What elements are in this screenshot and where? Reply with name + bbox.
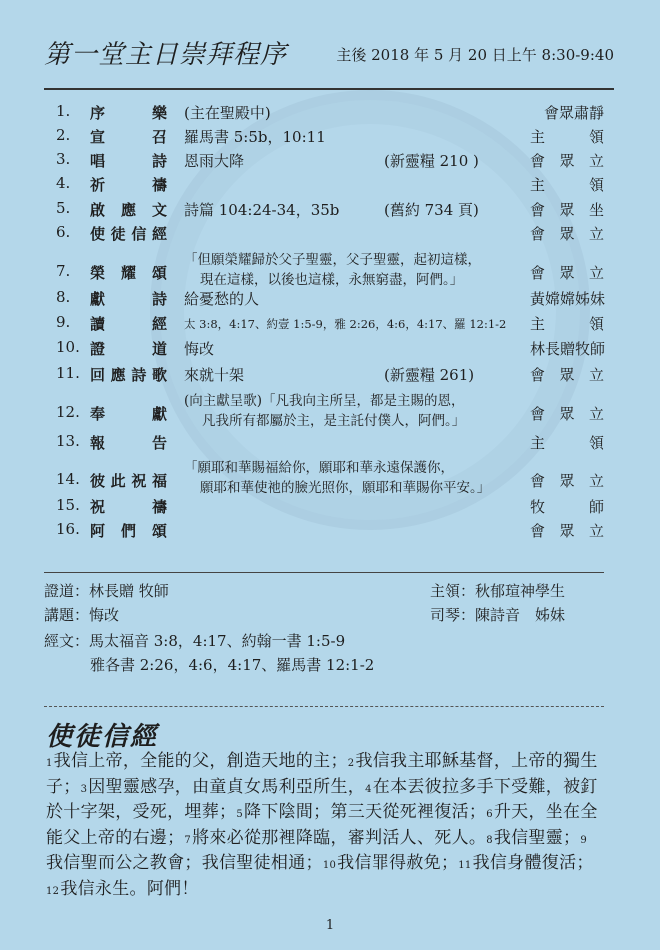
program-content: (主在聖殿中) xyxy=(184,104,271,122)
program-item: 讀經 xyxy=(90,315,168,333)
program-leader: 林長贈牧師 xyxy=(530,340,606,358)
liturgy-line-2: 凡我所有都屬於主，是主託付僕人，阿們。」 xyxy=(202,413,466,429)
creed-title: 使徒信經 xyxy=(46,722,159,752)
program-leader: 會眾立 xyxy=(530,405,604,423)
program-row xyxy=(44,520,614,542)
liturgy-line-1: 「願耶和華賜福給你，願耶和華永遠保護你， xyxy=(184,460,454,476)
program-leader: 會眾立 xyxy=(530,366,604,384)
program-leader: 會眾立 xyxy=(530,264,604,282)
liturgy-text xyxy=(184,458,490,498)
program-number: 10. xyxy=(56,338,80,356)
program-item: 祝禱 xyxy=(90,498,168,516)
program-row xyxy=(44,496,614,518)
creed-clause-text: 我信身體復活； xyxy=(472,853,594,873)
program-row xyxy=(44,252,614,292)
program-row xyxy=(44,460,614,500)
program-leader: 會眾肅靜 xyxy=(543,104,604,122)
creed-clause-text: 在本丟彼拉多手下受難，被釘於十字架，受死，埋葬； xyxy=(46,776,598,822)
program-number: 15. xyxy=(56,496,80,514)
dashed-divider xyxy=(44,706,604,707)
sermon-speaker: 證道：林長贈 牧師 xyxy=(44,582,169,600)
program-item: 唱詩 xyxy=(90,152,168,170)
program-leader: 主領 xyxy=(530,128,604,146)
program-leader: 牧師 xyxy=(530,498,604,516)
program-item: 阿們頌 xyxy=(90,522,168,540)
creed-clause-text: 將來必從那裡降臨，審判活人、死人。 xyxy=(192,827,487,848)
creed-clause-text: 我信聖靈； xyxy=(493,827,581,848)
program-number: 9. xyxy=(56,313,71,331)
program-item: 榮耀頌 xyxy=(90,264,168,282)
middle-divider xyxy=(44,572,604,573)
program-row xyxy=(44,288,614,310)
program-content: 詩篇 104:24-34，35b xyxy=(184,201,340,219)
creed-clause-number: 5 xyxy=(236,809,243,820)
creed-clause-text: 降下陰間；第三天從死裡復活； xyxy=(243,802,487,822)
program-content: 羅馬書 5:5b，10:11 xyxy=(184,128,326,146)
program-content: 來就十架 xyxy=(184,366,245,384)
page-title: 第一堂主日崇拜程序 xyxy=(44,40,288,70)
creed-clause-number: 2 xyxy=(347,758,355,769)
program-content: 太 3:8，4:17、約壹 1:5-9，雅 2:26，4:6，4:17、羅 12:1-2 xyxy=(184,317,507,331)
creed-clause-text: 升天，坐在全能父上帝的右邊； xyxy=(46,802,598,848)
hymn-reference: (新靈糧 210 ) xyxy=(384,152,479,170)
creed-clause-number: 4 xyxy=(365,783,372,795)
organist: 司琴：陳詩音 姊妹 xyxy=(430,606,566,624)
program-number: 1. xyxy=(56,102,71,120)
program-leader: 主領 xyxy=(530,434,604,452)
creed-clause-text: 我信聖而公之教會；我信聖徒相通； xyxy=(46,853,323,873)
scripture-line-2: 雅各書 2:26，4:6，4:17、羅馬書 12:1-2 xyxy=(90,656,375,674)
page-number: 1 xyxy=(325,918,335,933)
program-row xyxy=(44,393,614,433)
program-item: 祈禱 xyxy=(90,176,168,194)
program-number: 4. xyxy=(56,174,71,192)
creed-clause-number: 1 xyxy=(46,758,53,769)
program-item: 啟應文 xyxy=(90,201,168,219)
program-number: 6. xyxy=(56,223,71,241)
program-number: 13. xyxy=(56,432,80,450)
creed-clause-number: 6 xyxy=(486,809,493,820)
program-item: 序樂 xyxy=(90,104,168,122)
program-row xyxy=(44,223,614,245)
program-number: 5. xyxy=(56,199,71,217)
program-item: 回應詩歌 xyxy=(90,366,168,384)
program-item: 報告 xyxy=(90,434,168,452)
program-leader: 主領 xyxy=(530,176,604,194)
liturgy-line-1: 「但願榮耀歸於父子聖靈，父子聖靈，起初這樣， xyxy=(184,252,481,268)
creed-clause-text: 我信上帝，全能的父，創造天地的主； xyxy=(53,751,348,771)
program-row xyxy=(44,102,614,124)
program-number: 16. xyxy=(56,520,80,538)
program-item: 使徒信經 xyxy=(90,225,168,243)
program-row xyxy=(44,150,614,172)
program-number: 11. xyxy=(56,364,80,382)
program-number: 2. xyxy=(56,126,71,144)
program-row xyxy=(44,338,614,360)
program-row xyxy=(44,364,614,386)
creed-clause-number: 10 xyxy=(322,860,337,871)
program-row xyxy=(44,199,614,221)
program-leader: 主領 xyxy=(530,315,604,333)
creed-clause-text: 我信我主耶穌基督，上帝的獨生子； xyxy=(46,751,598,797)
program-row xyxy=(44,432,614,454)
program-item: 獻詩 xyxy=(90,290,168,308)
program-row xyxy=(44,126,614,148)
program-item: 奉獻 xyxy=(90,405,168,423)
program-leader: 會眾坐 xyxy=(530,201,604,219)
top-divider xyxy=(44,88,614,90)
program-content: 給憂愁的人 xyxy=(184,290,260,308)
program-row xyxy=(44,174,614,196)
program-content: 悔改 xyxy=(184,340,215,358)
program-row xyxy=(44,313,614,335)
creed-clause-number: 11 xyxy=(458,860,472,871)
program-leader: 會眾立 xyxy=(530,472,604,490)
program-number: 12. xyxy=(56,403,80,421)
program-leader: 黃嫦嫦姊妹 xyxy=(530,290,606,308)
program-number: 3. xyxy=(56,150,71,168)
liturgy-line-1: (向主獻呈歌)「凡我向主所呈，都是主賜的恩， xyxy=(184,393,465,409)
creed-clause-text: 因聖靈感孕，由童貞女馬利亞所生， xyxy=(88,776,366,797)
sermon-topic: 講題：悔改 xyxy=(44,606,120,624)
liturgy-text xyxy=(184,250,481,290)
liturgy-text xyxy=(184,391,465,431)
scripture-line-1: 經文：馬太福音 3:8，4:17、約翰一書 1:5-9 xyxy=(44,632,346,650)
program-number: 14. xyxy=(56,470,80,488)
hymn-reference: (舊約 734 頁) xyxy=(384,201,479,219)
liturgy-line-2: 願耶和華使祂的臉光照你，願耶和華賜你平安。」 xyxy=(200,480,491,496)
service-datetime: 主後 2018 年 5 月 20 日上午 8:30-9:40 xyxy=(336,46,614,64)
program-leader: 會眾立 xyxy=(530,152,604,170)
apostles-creed-text xyxy=(46,750,604,903)
creed-clause-number: 9 xyxy=(580,834,588,846)
page-header xyxy=(44,34,614,74)
creed-clause-number: 8 xyxy=(486,834,493,846)
creed-clause-number: 12 xyxy=(46,885,60,897)
program-item: 宣召 xyxy=(90,128,168,146)
program-leader: 會眾立 xyxy=(530,522,604,540)
creed-clause-number: 3 xyxy=(80,783,88,795)
presider: 主領：秋郁瑄神學生 xyxy=(430,582,566,600)
liturgy-line-2: 現在這樣，以後也這樣，永無窮盡，阿們。」 xyxy=(200,272,464,288)
creed-clause-text: 我信永生。阿們！ xyxy=(60,878,199,899)
creed-clause-number: 7 xyxy=(184,834,192,846)
program-number: 8. xyxy=(56,288,71,306)
program-number: 7. xyxy=(56,262,71,280)
program-item: 彼此祝福 xyxy=(90,472,168,490)
program-content: 恩雨大降 xyxy=(184,152,245,170)
program-item: 證道 xyxy=(90,340,168,358)
creed-clause-text: 我信罪得赦免； xyxy=(337,853,459,873)
program-leader: 會眾立 xyxy=(530,225,604,243)
hymn-reference: (新靈糧 261) xyxy=(384,366,475,384)
